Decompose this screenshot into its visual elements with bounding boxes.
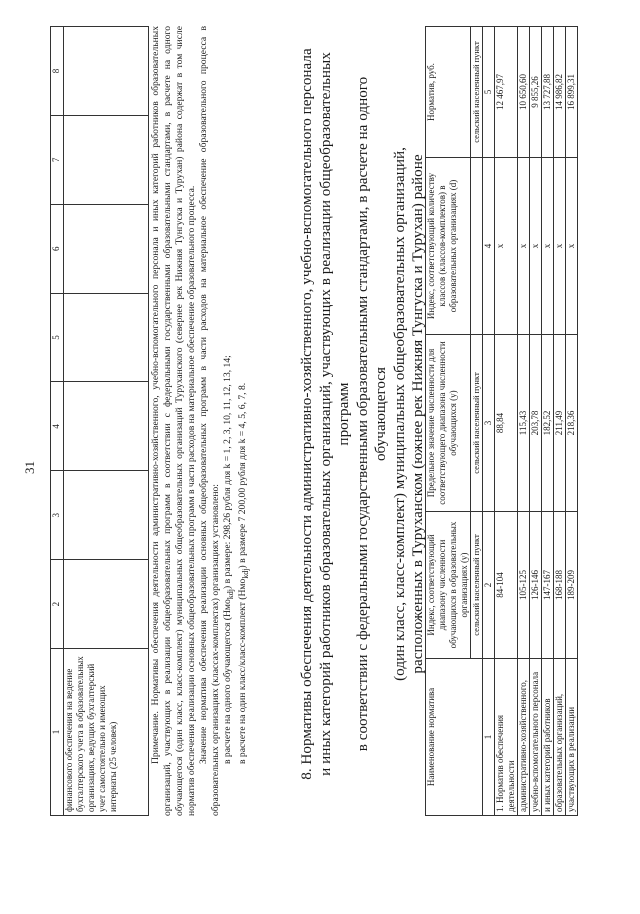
note-line: в расчете на один класс/класс-комплект (Нмо$_{kdj}$) в размере 7 200,00 рубля для k = 4, 5, 6, 7, 8.	[236, 382, 250, 764]
col-header: 7	[51, 115, 64, 204]
header-name: Наименование норматива	[426, 659, 483, 816]
column-number-row: 1 2 3 4 5	[483, 27, 495, 816]
table-cell	[64, 560, 149, 649]
col-header: 1	[51, 649, 64, 816]
table-cell	[64, 204, 149, 293]
table-cell	[64, 293, 149, 382]
table-row: и иных категорий работников 147-167 182,52 x 13 727,88	[542, 27, 554, 816]
col-header: 2	[51, 560, 64, 649]
row-label: финансового обеспечения на ведение бухгалтерского учета в образовательных организациях, ведущих бухгалтерский учет самостоятельно и имеющих интернаты (25 человек)	[64, 649, 149, 816]
section-heading: 8. Нормативы обеспечения деятельности административно-хозяйственного, учебно-вспомогательного персонала и иных категорий работников образовательных организаций, участвующих в реализации общеобразовательных программ в соответствии с федеральными государственными образовательными стандартами, в расчете на одного обучающегося (один класс, класс-комплект) муниципальных общеобразовательных организаций, расположенных в Туруханском (южнее рек Нижняя Тунгуска и Турухан) районе	[298, 48, 426, 780]
table-row	[64, 27, 149, 816]
table-header-row	[426, 27, 471, 816]
note-line: в расчете на одного обучающегося (Нмо$_{kdj}$) в размере: 298,26 рубля для k = 1, 2, 3, 10, 11, 12, 13, 14;	[222, 355, 235, 764]
col-header: 8	[51, 27, 64, 116]
header-limit: Предельное значение численности для соответствующего диапазона численности обучающихся (y)	[426, 335, 471, 512]
col-header: 3	[51, 471, 64, 560]
col-header: 6	[51, 204, 64, 293]
note-paragraph: Примечание. Нормативы обеспечения деятельности административно-хозяйственного, учебно-вспомогательного персонала и иных категорий работников образовательных организаций, участвующих в реализации общеобразовательных программ в соответствии с федеральными государственными образовательными стандартами, в расчете на одного обучающегося (один класс, класс-комплект) муниципальных общеобразовательных организаций Туруханского (севернее рек Нижняя Тунгуска и Турухан) района содержат в том числе норматив обеспечения реализации основных общеобразовательных программ в части расходов на материальное обеспечение образовательного процесса.	[150, 26, 197, 816]
header-index-y: Индекс, соответствующий диапазону численности обучающихся в образовательных организациях (y)	[426, 512, 471, 659]
page-number: 31	[22, 461, 37, 474]
header-norm: Норматив, руб.	[426, 27, 471, 158]
table-row: участвующих в реализации 189-209 218,36 x 16 899,31	[566, 27, 578, 816]
table-row: административно-хозяйственного, 105-125 115,43 x 10 650,60	[518, 27, 530, 816]
table-cell	[64, 382, 149, 471]
header-index-d: Индекс, соответствующий количеству классов (классов-комплектов) в образовательных организациях (d)	[426, 158, 471, 335]
norms-table	[425, 26, 578, 816]
note-paragraph: Значение норматива обеспечения реализации основных общеобразовательных программ в части расходов на материальное обеспечение образовательного процесса в образовательных организациях (классах-комплектах) организациях установлено:	[198, 26, 221, 816]
table-cell	[64, 115, 149, 204]
note-block	[150, 26, 252, 816]
table-cell	[64, 471, 149, 560]
continued-table	[50, 26, 149, 816]
table-row: образовательных организаций, 168-188 211,49 x 14 986,82	[554, 27, 566, 816]
table-row: учебно-вспомогательного персонала 126-146 203,78 x 9 855,26	[530, 27, 542, 816]
table-header-row	[51, 27, 64, 816]
table-cell	[64, 27, 149, 116]
col-header: 5	[51, 293, 64, 382]
table-row: 1. Норматив обеспечения деятельности 84-104 88,84 x 12 467,97	[495, 27, 518, 816]
col-header: 4	[51, 382, 64, 471]
table-subheader-row: сельский населенный пункт сельский населенный пункт сельский населенный пункт	[471, 27, 483, 816]
